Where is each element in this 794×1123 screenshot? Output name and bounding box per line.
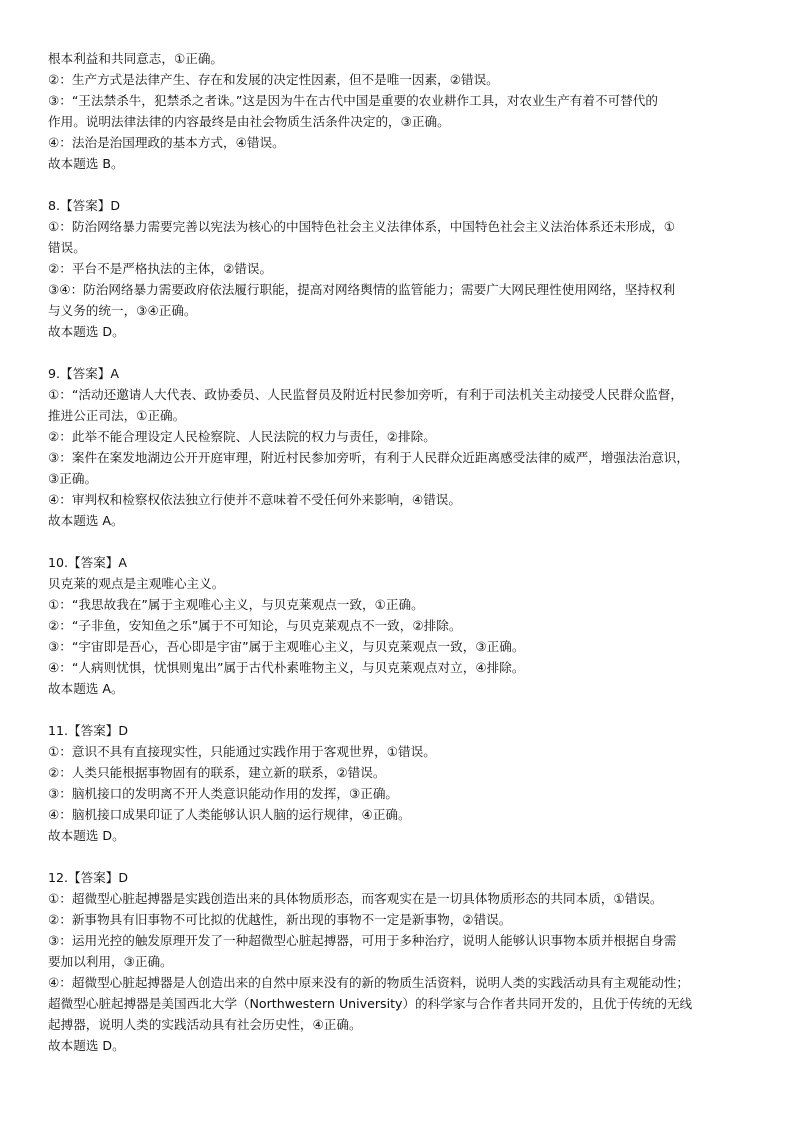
block-spacer xyxy=(48,342,756,363)
text-line: ②：“子非鱼，安知鱼之乐”属于不可知论，与贝克莱观点不一致，②排除。 xyxy=(48,618,462,633)
text-line: 超微型心脏起搏器是美国西北大学（Northwestern University）的科学家与合作者共同开发的，且优于传统的无线 xyxy=(48,996,693,1011)
text-line: 推进公正司法，①正确。 xyxy=(48,408,186,423)
text-line: ③：“宇宙即是吾心，吾心即是宇宙”属于主观唯心主义，与贝克莱观点一致，③正确。 xyxy=(48,639,525,654)
text-line: ①：超微型心脏起搏器是实践创造出来的具体物质形态，而客观实在是一切具体物质形态的共同本质，①错误。 xyxy=(48,891,663,906)
text-line: ①：防治网络暴力需要完善以宪法为核心的中国特色社会主义法律体系，中国特色社会主义法治体系还未形成，① xyxy=(48,219,676,234)
text-line: 与义务的统一，③④正确。 xyxy=(48,303,197,318)
text-line: ③正确。 xyxy=(48,471,98,486)
text-line: ③④：防治网络暴力需要政府依法履行职能，提高对网络舆情的监管能力；需要广大网民理性使用网络，坚持权利 xyxy=(48,282,676,297)
question-10-explanation xyxy=(48,552,756,699)
text-line: ③：运用光控的触发原理开发了一种超微型心脏起搏器，可用于多种治疗，说明人能够认识事物本质并根据自身需 xyxy=(48,933,677,948)
text-line: 要加以利用，③正确。 xyxy=(48,954,173,969)
answer-heading: 11.【答案】D xyxy=(48,723,129,738)
answer-heading: 9.【答案】A xyxy=(48,366,120,381)
text-line: ①：意识不具有直接现实性，只能通过实践作用于客观世界，①错误。 xyxy=(48,744,436,759)
text-line: ④：“人病则忧惧，忧惧则鬼出”属于古代朴素唯物主义，与贝克莱观点对立，④排除。 xyxy=(48,660,525,675)
text-line: ②：新事物具有旧事物不可比拟的优越性，新出现的事物不一定是新事物，②错误。 xyxy=(48,912,512,927)
question-7-explanation xyxy=(48,48,756,174)
conclusion-line: 故本题选 B。 xyxy=(48,156,124,171)
conclusion-line: 故本题选 D。 xyxy=(48,324,125,339)
text-line: 错误。 xyxy=(48,240,86,255)
text-line: ②：平台不是严格执法的主体，②错误。 xyxy=(48,261,273,276)
conclusion-line: 故本题选 A。 xyxy=(48,681,124,696)
answer-heading: 8.【答案】D xyxy=(48,198,121,213)
answer-heading: 10.【答案】A xyxy=(48,555,128,570)
text-line: ④：超微型心脏起搏器是人创造出来的自然中原来没有的新的物质生活资料，说明人类的实践活动具有主观能动性； xyxy=(48,975,689,990)
text-line: ③：案件在案发地湖边公开开庭审理，附近村民参加旁听，有利于人民群众近距离感受法律的威严，增强法治意识， xyxy=(48,450,689,465)
conclusion-line: 故本题选 D。 xyxy=(48,1038,125,1053)
text-line: ②：人类只能根据事物固有的联系，建立新的联系，②错误。 xyxy=(48,765,386,780)
text-line: ④：审判权和检察权依法独立行使并不意味着不受任何外来影响，④错误。 xyxy=(48,492,461,507)
text-line: ②：此举不能合理设定人民检察院、人民法院的权力与责任，②排除。 xyxy=(48,429,436,444)
question-12-explanation xyxy=(48,867,756,1056)
text-line: ②：生产方式是法律产生、存在和发展的决定性因素，但不是唯一因素，②错误。 xyxy=(48,72,499,87)
text-line: 贝克莱的观点是主观唯心主义。 xyxy=(48,576,225,591)
conclusion-line: 故本题选 D。 xyxy=(48,828,125,843)
answer-heading: 12.【答案】D xyxy=(48,870,129,885)
text-line: 起搏器，说明人类的实践活动具有社会历史性，④正确。 xyxy=(48,1017,362,1032)
text-line: ③：脑机接口的发明离不开人类意识能动作用的发挥，③正确。 xyxy=(48,786,399,801)
block-spacer xyxy=(48,531,756,552)
answer-explanations xyxy=(48,48,756,1056)
conclusion-line: 故本题选 A。 xyxy=(48,513,124,528)
text-line: 根本利益和共同意志，①正确。 xyxy=(48,51,224,66)
block-spacer xyxy=(48,699,756,720)
text-line: ④：法治是治国理政的基本方式，④错误。 xyxy=(48,135,285,150)
question-9-explanation xyxy=(48,363,756,531)
text-line: 作用。说明法律法律的内容最终是由社会物质生活条件决定的，③正确。 xyxy=(48,114,450,129)
block-spacer xyxy=(48,846,756,867)
question-11-explanation xyxy=(48,720,756,846)
text-line: ③：“王法禁杀牛，犯禁杀之者诛。”这是因为牛在古代中国是重要的农业耕作工具，对农业生产有着不可替代的 xyxy=(48,93,658,108)
text-line: ①：“活动还邀请人大代表、政协委员、人民监督员及附近村民参加旁听，有利于司法机关主动接受人民群众监督， xyxy=(48,387,683,402)
text-line: ①：“我思故我在”属于主观唯心主义，与贝克莱观点一致，①正确。 xyxy=(48,597,424,612)
block-spacer xyxy=(48,174,756,195)
question-8-explanation xyxy=(48,195,756,342)
text-line: ④：脑机接口成果印证了人类能够认识人脑的运行规律，④正确。 xyxy=(48,807,411,822)
